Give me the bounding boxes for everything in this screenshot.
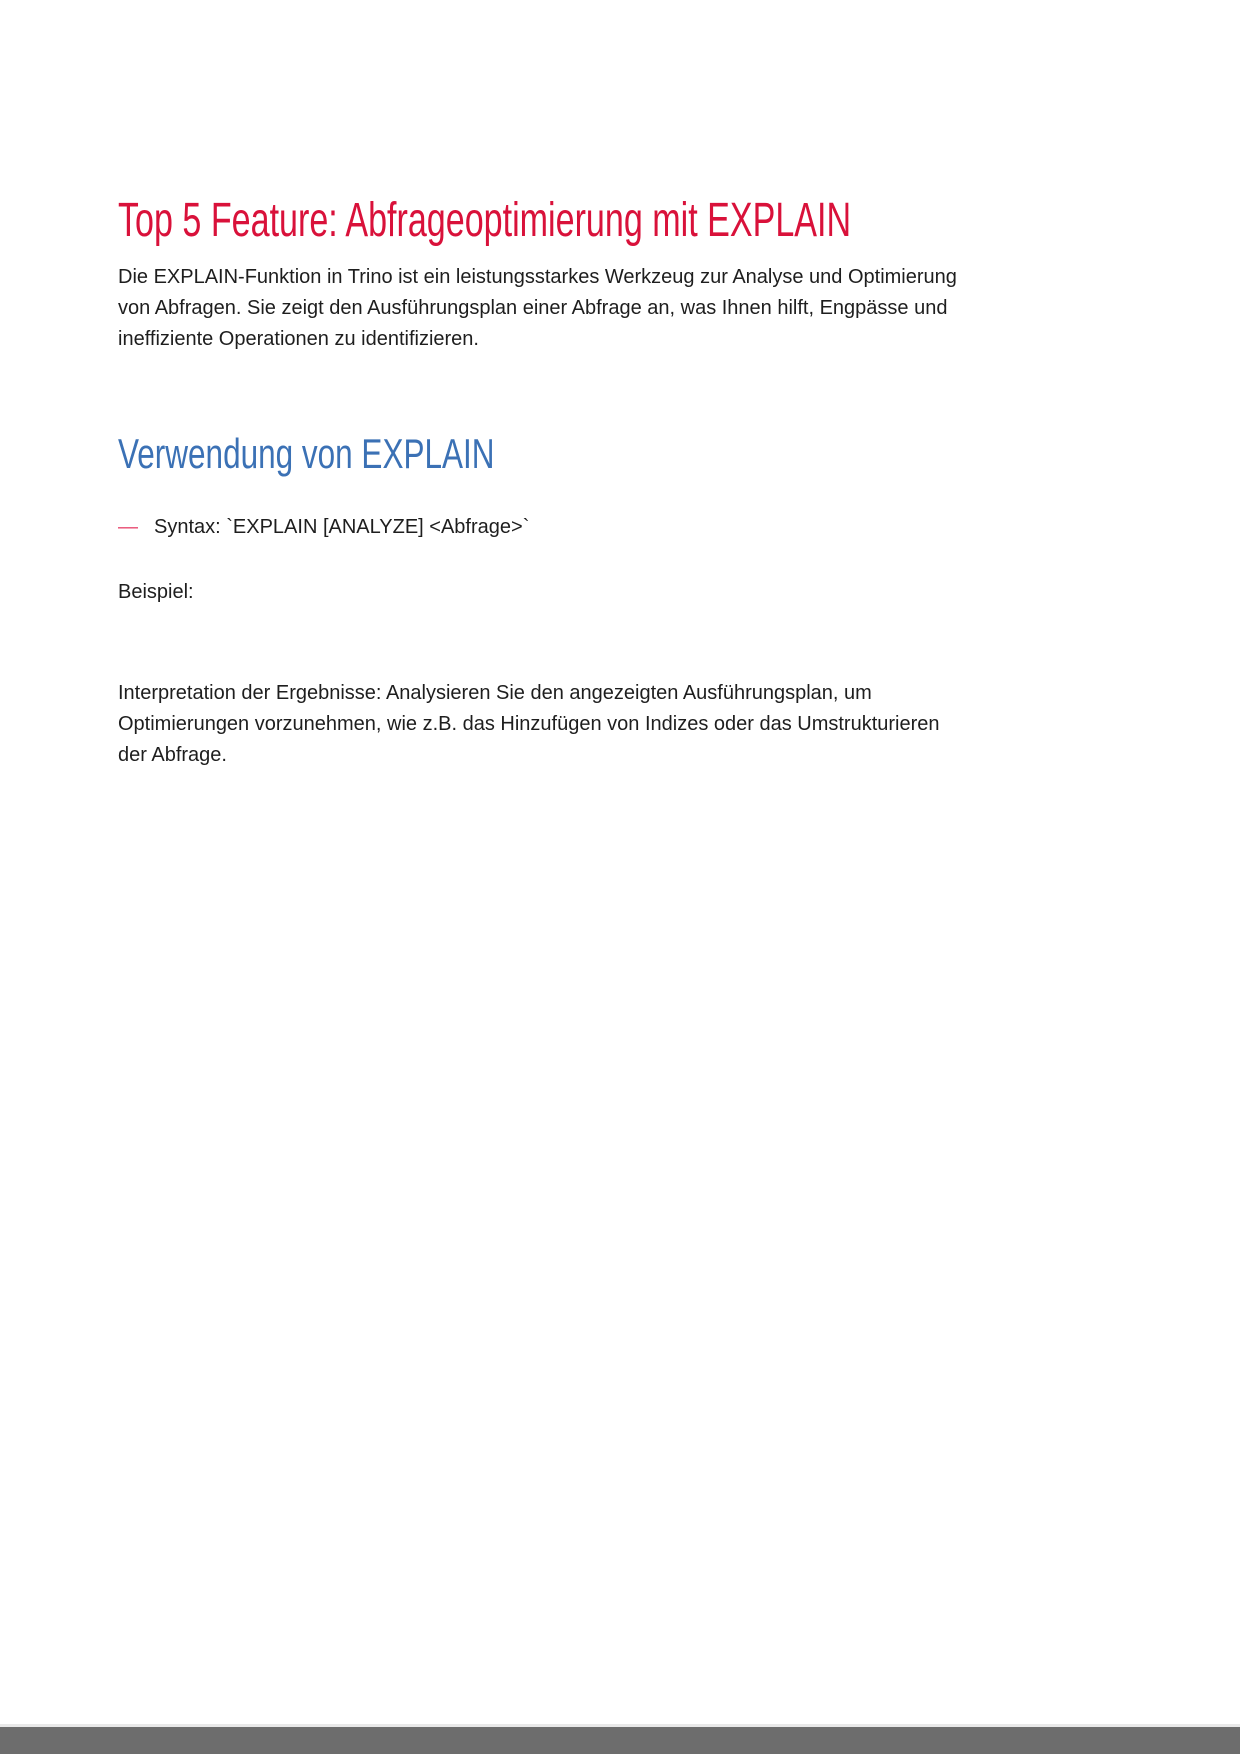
interpretation-line: Interpretation der Ergebnisse: Analysieren Sie den angezeigten Ausführungsplan, um <box>118 682 872 704</box>
intro-line: ineffiziente Operationen zu identifizieren. <box>118 328 479 350</box>
example-label: Beispiel: <box>118 581 194 603</box>
intro-line: von Abfragen. Sie zeigt den Ausführungsplan einer Abfrage an, was Ihnen hilft, Engpässe und <box>118 297 948 319</box>
list-item <box>118 512 1122 543</box>
interpretation-line: Optimierungen vorzunehmen, wie z.B. das Hinzufügen von Indizes oder das Umstrukturieren <box>118 713 940 735</box>
intro-line: Die EXPLAIN-Funktion in Trino ist ein leistungsstarkes Werkzeug zur Analyse und Optimierung <box>118 266 957 288</box>
page-title <box>118 192 1122 250</box>
bullet-dash-marker: — <box>118 516 138 538</box>
footer-bar <box>0 1727 1240 1754</box>
interpretation-line: der Abfrage. <box>118 744 227 766</box>
bullet-syntax-text: Syntax: `EXPLAIN [ANALYZE] <Abfrage>` <box>154 516 530 538</box>
section-heading <box>118 428 1122 480</box>
page-title-text: Top 5 Feature: Abfrageoptimierung mit EXPLAIN <box>118 194 852 247</box>
interpretation-paragraph <box>118 678 1122 771</box>
section-heading-text: Verwendung von EXPLAIN <box>118 430 495 477</box>
document-content <box>0 0 1240 771</box>
intro-paragraph <box>118 262 1122 355</box>
